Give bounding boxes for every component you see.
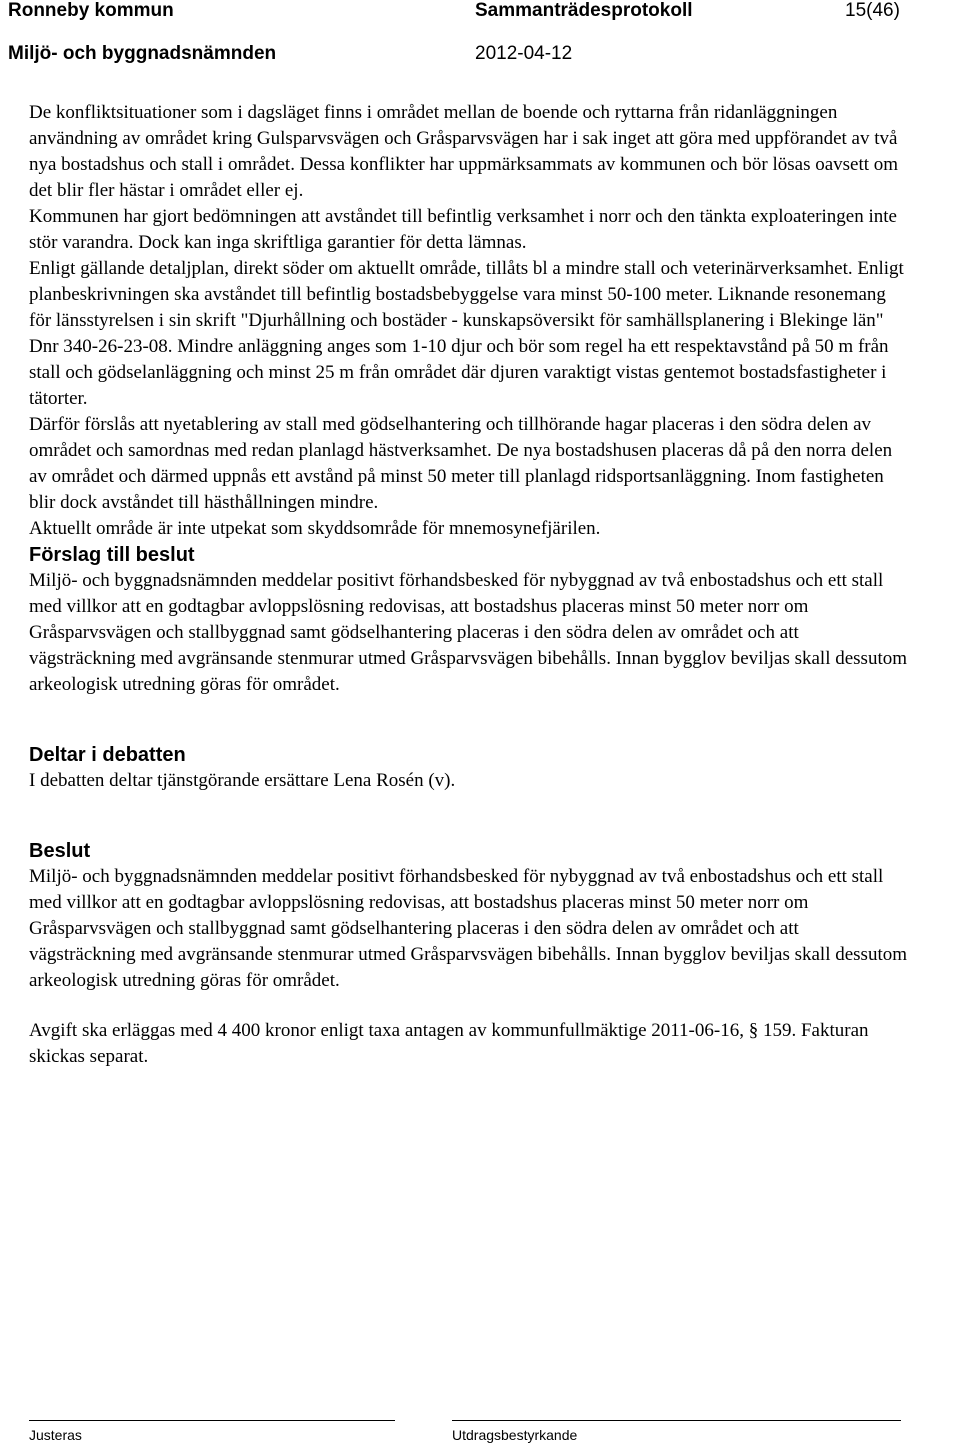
section-debatt bbox=[29, 742, 909, 794]
footer-justeras-label: Justeras bbox=[29, 1427, 82, 1443]
paragraph-conflicts: De konfliktsituationer som i dagsläget finns i området mellan de boende och ryttarna från ridanläggningen användning av området kring Gulsparvsvägen och Gråsparvsvägen har i sak inget att göra med uppförandet av två nya bostadshus och stall i området. Dessa konflikter har uppmärksammats av kommunen och bör lösas oavsett om det blir fler hästar i området eller ej. bbox=[29, 102, 899, 201]
header-document-type: Sammanträdesprotokoll bbox=[475, 0, 693, 21]
paragraph-beslut-text: Miljö- och byggnadsnämnden meddelar positivt förhandsbesked för nybyggnad av två enbostadshus och ett stall med villkor att en godtagbar avloppslösning redovisas, att bostadshus placeras minst 50 meter norr om Gråsparvsvägen och stallbyggnad samt gödselhantering placeras i den södra delen av området och att vägsträckning med avgränsande stenmurar utmed Gråsparvsvägen bibehålls. Innan bygglov beviljas skall dessutom arkeologisk utredning göras för området. bbox=[29, 866, 907, 991]
document-body bbox=[29, 100, 909, 1094]
header-organization: Ronneby kommun bbox=[8, 0, 174, 21]
header-department: Miljö- och byggnadsnämnden bbox=[8, 43, 277, 64]
paragraph-fee: Avgift ska erläggas med 4 400 kronor enligt taxa antagen av kommunfullmäktige 2011-06-16, § 159. Fakturan skickas separat. bbox=[29, 1020, 869, 1067]
heading-deltar-i-debatten: Deltar i debatten bbox=[29, 744, 186, 766]
paragraph-forslag-text: Miljö- och byggnadsnämnden meddelar positivt förhandsbesked för nybyggnad av två enbostadshus och ett stall med villkor att en godtagbar avloppslösning redovisas, att bostadshus placeras minst 50 meter norr om Gråsparvsvägen och stallbyggnad samt gödselhantering placeras i den södra delen av området och att vägsträckning med avgränsande stenmurar utmed Gråsparvsvägen bibehålls. Innan bygglov beviljas skall dessutom arkeologisk utredning göras för området. bbox=[29, 570, 907, 695]
heading-forslag-till-beslut: Förslag till beslut bbox=[29, 544, 195, 566]
section-beslut bbox=[29, 838, 909, 1070]
signature-line-justeras bbox=[29, 1420, 395, 1421]
paragraph-protection-area: Aktuellt område är inte utpekat som skyddsområde för mnemosynefjärilen. bbox=[29, 518, 601, 539]
paragraph-detail-plan: Enligt gällande detaljplan, direkt söder om aktuellt område, tillåts bl a mindre stall och veterinärverksamhet. Enligt planbeskrivningen ska avståndet till befintlig bostadsbebyggelse vara minst 50-100 meter. Liknande resonemang för länsstyrelsen i sin skrift "Djurhållning och bostäder - kunskapsöversikt för samhällsplanering i Blekinge län" Dnr 340-26-23-08. Mindre anläggning anges som 1-10 djur och bör som regel ha ett respektavstånd på 50 m från stall och gödselanläggning och minst 25 m från området där djuren varaktigt vistas gentemot bostadsfastigheter i tätorter. bbox=[29, 258, 904, 409]
heading-beslut: Beslut bbox=[29, 840, 91, 862]
section-forslag bbox=[29, 542, 909, 698]
signature-line-utdrag bbox=[452, 1420, 901, 1421]
header-date: 2012-04-12 bbox=[475, 43, 573, 64]
footer-utdrag-label: Utdragsbestyrkande bbox=[452, 1427, 578, 1443]
paragraph-debatt-text: I debatten deltar tjänstgörande ersättare Lena Rosén (v). bbox=[29, 770, 456, 791]
paragraph-assessment: Kommunen har gjort bedömningen att avståndet till befintlig verksamhet i norr och den tänkta exploateringen inte stör varandra. Dock kan inga skriftliga garantier för detta lämnas. bbox=[29, 206, 897, 253]
paragraph-proposal-placement: Därför förslås att nyetablering av stall med gödselhantering och tillhörande hagar placeras i den södra delen av området och samordnas med redan planlagd hästverksamhet. De nya bostadshusen placeras då på den norra delen av området och därmed uppnås ett avstånd på minst 50 meter till planlagd ridsportsanläggning. Inom fastigheten blir dock avståndet till hästhållningen mindre. bbox=[29, 414, 893, 513]
header-page-number: 15(46) bbox=[845, 0, 900, 21]
